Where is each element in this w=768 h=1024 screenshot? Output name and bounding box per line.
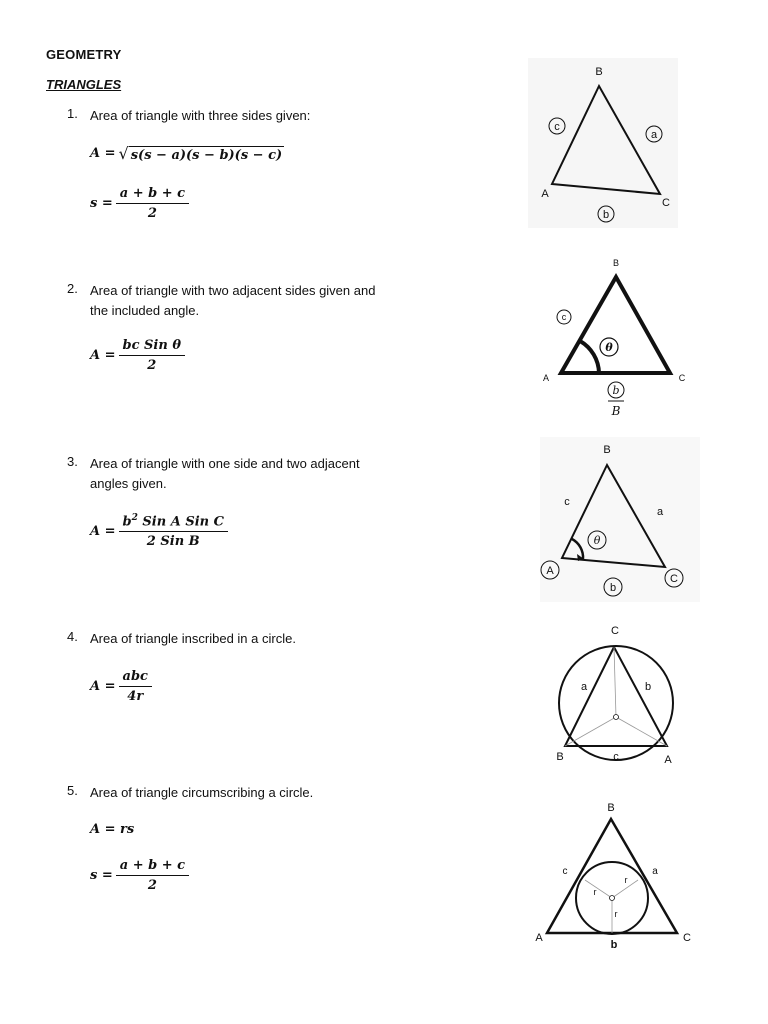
center-point: [610, 896, 615, 901]
radius-label: r: [624, 875, 628, 885]
formula-semiperimeter: [90, 858, 189, 893]
formula-semiperimeter: [90, 186, 189, 221]
numerator: [119, 513, 228, 532]
radius-line: [614, 647, 616, 717]
side-b-label: b: [644, 681, 652, 693]
theta-label: θ: [593, 534, 601, 547]
side-c-label: c: [564, 496, 570, 508]
vertex-c-label: C: [678, 373, 686, 383]
vertex-c-label: C: [670, 573, 678, 585]
numerator: bc Sin θ: [119, 338, 186, 356]
side-a-label: a: [656, 506, 664, 518]
side-c-label: c: [561, 312, 567, 322]
vertex-b-label: B: [556, 751, 564, 763]
item-description: Area of triangle inscribed in a circle.: [90, 631, 296, 646]
formula-area-inscribed: [90, 669, 152, 704]
formula-lhs: A =: [90, 523, 116, 539]
vertex-c-label: C: [683, 932, 691, 944]
item-number: 1.: [67, 106, 78, 121]
figure-triangle-sas: [535, 255, 695, 425]
denominator: 2: [147, 358, 157, 373]
formula-lhs: A =: [90, 348, 116, 363]
denominator: 2 Sin B: [146, 534, 200, 550]
vertex-b-label: B: [595, 66, 603, 78]
item-number: 2.: [67, 281, 78, 296]
vertex-c-label: C: [611, 625, 619, 637]
section-heading: TRIANGLES: [46, 77, 122, 92]
vertex-b-label: B: [603, 444, 611, 456]
triangle: [565, 647, 667, 746]
numerator-exponent: 2: [131, 513, 138, 523]
vertex-b-label: B: [612, 258, 620, 268]
side-b-label: b: [612, 384, 620, 397]
item-description: Area of triangle with one side and two adjacent angles given.: [90, 456, 360, 491]
formula-area-heron: [90, 144, 284, 163]
under-label: B: [611, 404, 621, 418]
item-number: 5.: [67, 783, 78, 798]
item-description: Area of triangle with two adjacent sides given and the included angle.: [90, 283, 376, 318]
radius-label: r: [593, 887, 597, 897]
formula-lhs: s =: [90, 868, 113, 883]
item-number: 3.: [67, 454, 78, 469]
fraction: [116, 186, 189, 221]
vertex-a-label: A: [541, 188, 549, 200]
figure-triangle-asa: [530, 437, 705, 607]
fraction: [119, 338, 186, 373]
item-description: Area of triangle with three sides given:: [90, 108, 311, 123]
item-number: 4.: [67, 629, 78, 644]
page-title: GEOMETRY: [46, 47, 122, 62]
side-c-label: c: [562, 866, 568, 877]
radius-line: [585, 880, 612, 898]
formula-lhs: A =: [90, 679, 116, 694]
numerator: abc: [119, 669, 152, 687]
formula-lhs: s =: [90, 196, 113, 211]
numerator: a + b + c: [116, 186, 189, 204]
denominator: 2: [147, 878, 157, 893]
vertex-a-label: A: [546, 565, 554, 577]
figure-triangle-inscribed: [540, 618, 690, 773]
side-c-label: c: [554, 121, 560, 133]
side-c-label: c: [613, 751, 619, 763]
formula-lhs: A =: [90, 146, 116, 161]
figure-triangle-circumscribing: [530, 797, 700, 957]
formula-area-sas: [90, 338, 185, 373]
figure-background: [528, 58, 678, 228]
figure-triangle-three-sides: [520, 58, 690, 233]
denominator: 2: [147, 206, 157, 221]
formula-area-asa: [90, 513, 228, 549]
fraction: [119, 513, 228, 549]
center-point: [614, 715, 619, 720]
formula-area-circumscribing: A = rs: [90, 822, 135, 837]
fraction: [119, 669, 152, 704]
sqrt-symbol: √: [118, 144, 129, 163]
theta-label: θ: [605, 341, 613, 354]
vertex-b-label: B: [607, 802, 615, 814]
denominator: 4r: [127, 689, 144, 704]
numerator-rest: Sin A Sin C: [137, 514, 224, 530]
side-a-label: a: [650, 129, 658, 141]
side-a-label: a: [652, 866, 658, 877]
angle-arc: [580, 341, 599, 373]
vertex-c-label: C: [662, 197, 670, 209]
vertex-a-label: A: [664, 754, 672, 766]
side-b-label: b: [602, 209, 610, 221]
item-description: Area of triangle circumscribing a circle.: [90, 785, 314, 800]
sqrt: [119, 144, 285, 163]
numerator-base: b: [122, 514, 132, 530]
side-b-label: b: [609, 582, 617, 594]
vertex-a-label: A: [535, 932, 543, 944]
numerator: a + b + c: [116, 858, 189, 876]
radicand: s(s − a)(s − b)(s − c): [130, 148, 283, 163]
vertex-a-label: A: [542, 373, 550, 383]
radius-label: r: [614, 909, 618, 919]
fraction: [116, 858, 189, 893]
side-a-label: a: [580, 681, 588, 693]
side-b-label: b: [610, 939, 618, 951]
triangle: [561, 277, 670, 373]
